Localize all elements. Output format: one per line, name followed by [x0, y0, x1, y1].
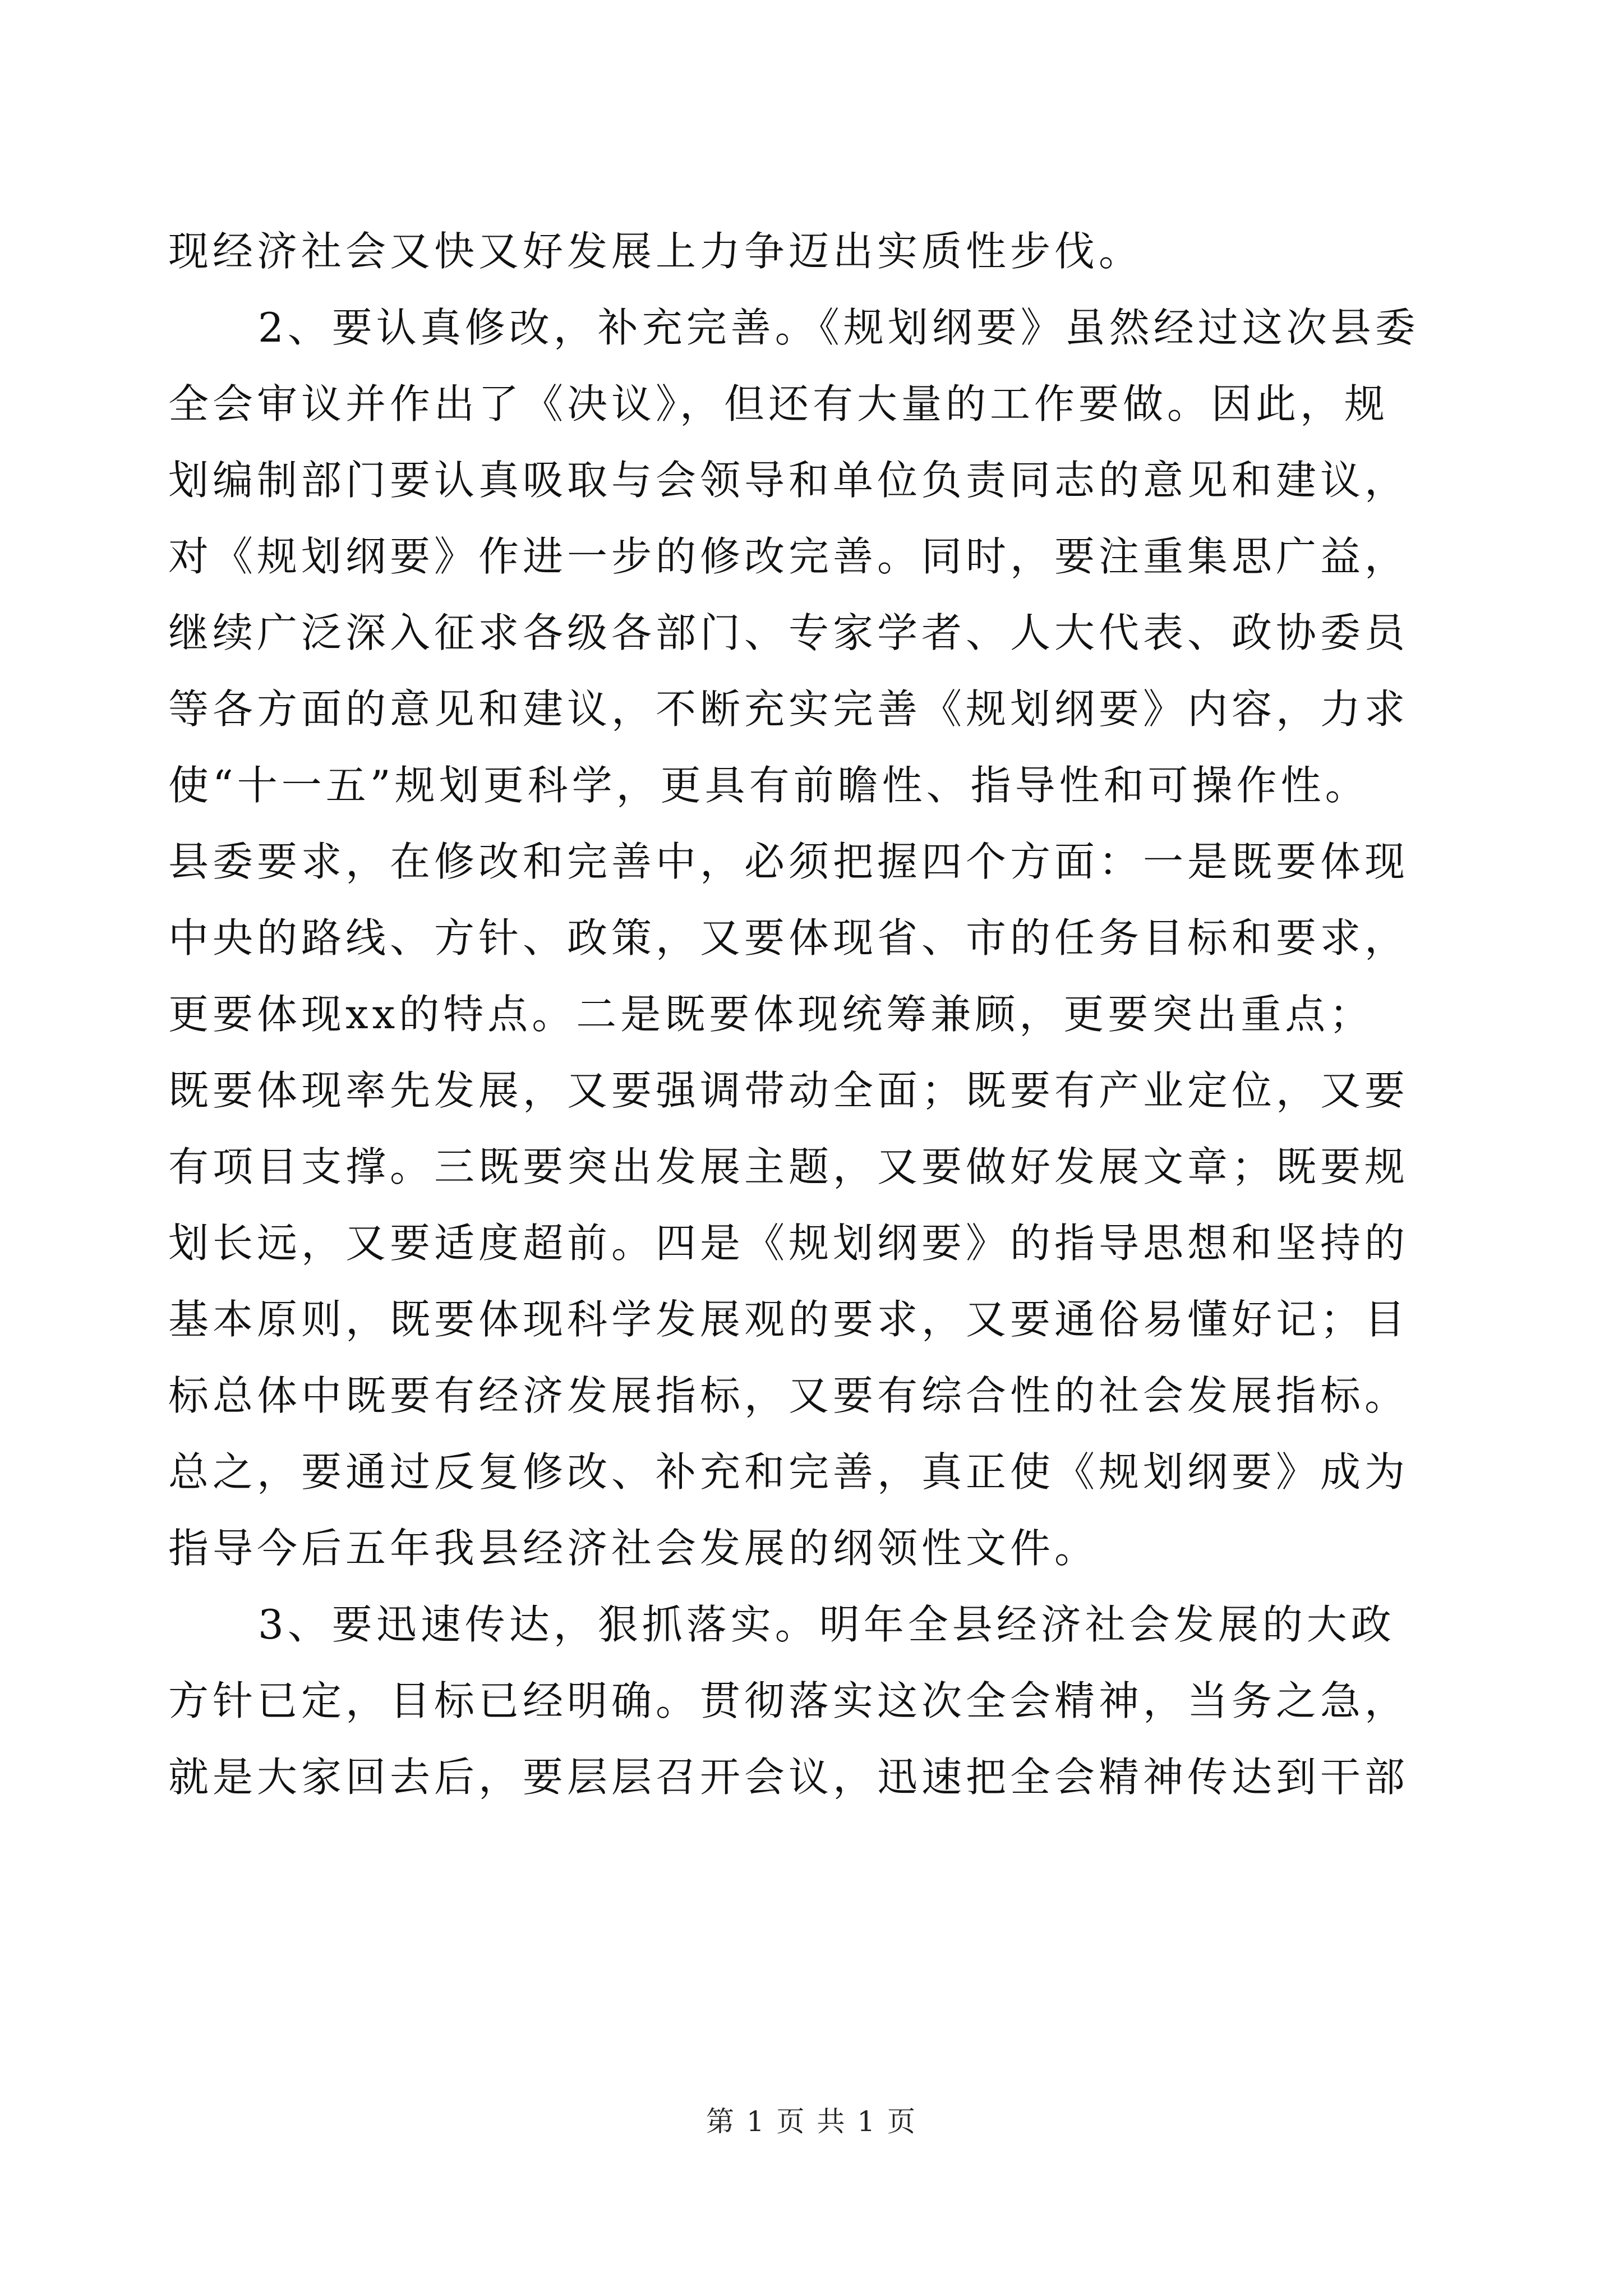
text-line: 就是大家回去后，要层层召开会议，迅速把全会精神传达到干部: [168, 1754, 1409, 1801]
paragraph-start-line: 3、要迅速传达，狠抓落实。明年全县经济社会发展的大政: [258, 1601, 1395, 1648]
text-line: 总之，要通过反复修改、补充和完善，真正使《规划纲要》成为: [168, 1448, 1409, 1496]
text-line: 中央的路线、方针、政策，又要体现省、市的任务目标和要求，: [168, 914, 1409, 961]
text-line: 现经济社会又快又好发展上力争迈出实质性步伐。: [168, 228, 1144, 275]
text-line: 既要体现率先发展，又要强调带动全面；既要有产业定位，又要: [168, 1067, 1409, 1114]
text-line: 县委要求，在修改和完善中，必须把握四个方面：一是既要体现: [168, 838, 1409, 885]
page-footer: 第 1 页 共 1 页: [706, 2105, 917, 2138]
text-line: 等各方面的意见和建议，不断充实完善《规划纲要》内容，力求: [168, 685, 1409, 733]
paragraph-start-line: 2、要认真修改，补充完善。《规划纲要》虽然经过这次县委: [258, 304, 1419, 351]
body-text: [168, 213, 1464, 1815]
text-line: 更要体现xx的特点。二是既要体现统筹兼顾，更要突出重点；: [168, 991, 1374, 1038]
text-line: 继续广泛深入征求各级各部门、专家学者、人大代表、政协委员: [168, 609, 1409, 656]
text-line: 基本原则，既要体现科学发展观的要求，又要通俗易懂好记；目: [168, 1296, 1409, 1343]
text-line: 指导今后五年我县经济社会发展的纲领性文件。: [168, 1525, 1099, 1572]
text-line: 全会审议并作出了《决议》，但还有大量的工作要做。因此，规: [168, 380, 1389, 427]
text-line: 划长远，又要适度超前。四是《规划纲要》的指导思想和坚持的: [168, 1220, 1409, 1267]
text-line: 使“十一五”规划更科学，更具有前瞻性、指导性和可操作性。: [168, 762, 1370, 809]
text-line: 方针已定，目标已经明确。贯彻落实这次全会精神，当务之急，: [168, 1677, 1409, 1724]
text-line: 划编制部门要认真吸取与会领导和单位负责同志的意见和建议，: [168, 457, 1409, 504]
text-line: 标总体中既要有经济发展指标，又要有综合性的社会发展指标。: [168, 1372, 1409, 1419]
text-line: 对《规划纲要》作进一步的修改完善。同时，要注重集思广益，: [168, 533, 1409, 580]
text-line: 有项目支撑。三既要突出发展主题，又要做好发展文章；既要规: [168, 1143, 1409, 1190]
